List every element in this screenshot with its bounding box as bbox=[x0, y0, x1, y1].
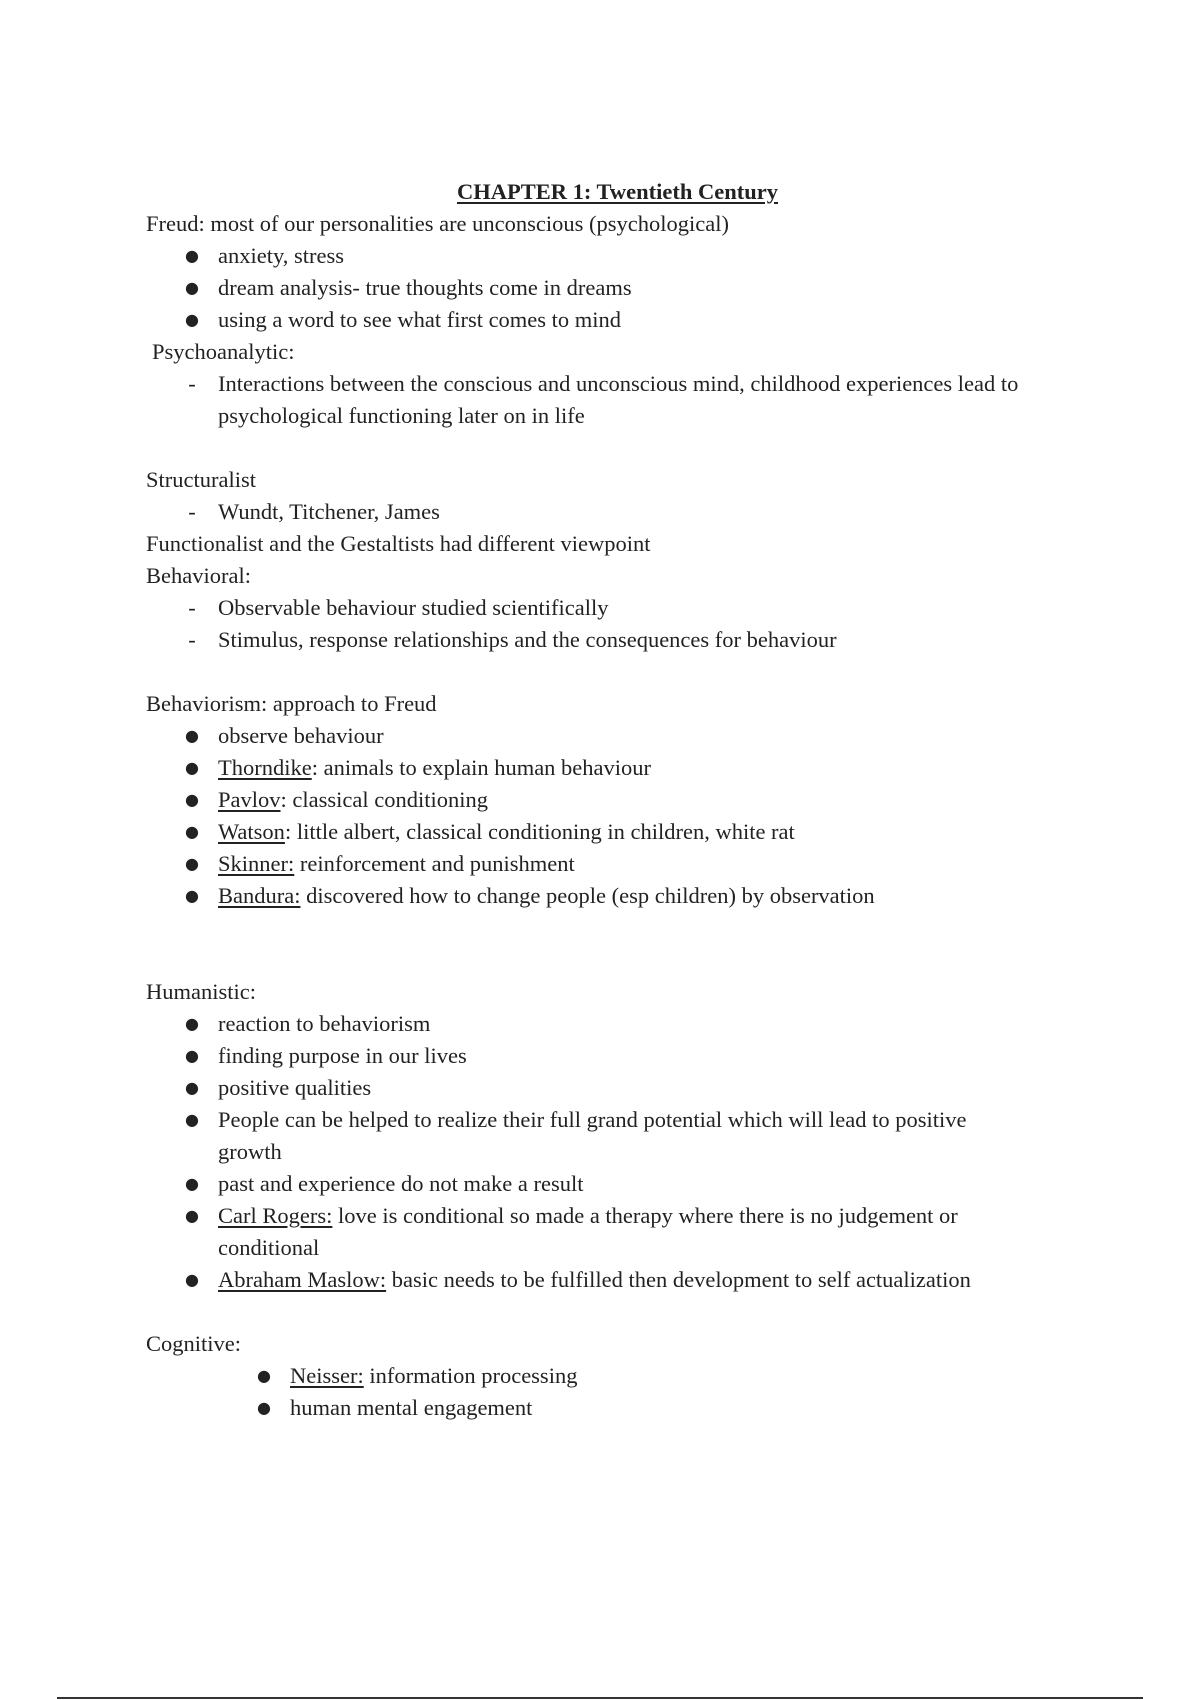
psychoanalytic-list bbox=[146, 368, 1106, 432]
bullet-icon: ● bbox=[185, 310, 199, 329]
list-item: ● Abraham Maslow: basic needs to be fulfilled then development to self actualization bbox=[146, 1264, 1106, 1296]
bullet-icon: ● bbox=[185, 886, 199, 905]
bullet-icon: ● bbox=[185, 1270, 199, 1289]
cognitive-heading: Cognitive: bbox=[146, 1331, 241, 1356]
list-item: ● Carl Rogers: love is conditional so made a therapy where there is no judgement or bbox=[146, 1200, 1106, 1232]
list-item: ● reaction to behaviorism bbox=[146, 1008, 1106, 1040]
list-item: ● finding purpose in our lives bbox=[146, 1040, 1106, 1072]
bullet-icon: ● bbox=[185, 1206, 199, 1225]
list-item: ● dream analysis- true thoughts come in dreams bbox=[146, 272, 1106, 304]
list-item: ● Neisser: information processing bbox=[146, 1360, 1106, 1392]
person-name: Neisser: bbox=[290, 1363, 364, 1388]
list-item: ● People can be helped to realize their full grand potential which will lead to positive bbox=[146, 1104, 1106, 1136]
dash-icon: - bbox=[188, 627, 196, 652]
bullet-icon: ● bbox=[185, 1046, 199, 1065]
bullet-icon: ● bbox=[185, 758, 199, 777]
dash-icon: - bbox=[188, 499, 196, 524]
cognitive-list bbox=[146, 1360, 1106, 1424]
bullet-icon: ● bbox=[185, 1110, 199, 1129]
bullet-icon: ● bbox=[185, 1014, 199, 1033]
bullet-icon: ● bbox=[185, 1174, 199, 1193]
list-item: - Stimulus, response relationships and the consequences for behaviour bbox=[146, 624, 1106, 656]
behaviorism-list bbox=[146, 720, 1106, 912]
list-item: - Observable behaviour studied scientifically bbox=[146, 592, 1106, 624]
person-name: Skinner: bbox=[218, 851, 295, 876]
dash-icon: - bbox=[188, 595, 196, 620]
list-item-continuation: conditional bbox=[218, 1235, 320, 1260]
list-item: - Interactions between the conscious and unconscious mind, childhood experiences lead to bbox=[146, 368, 1106, 400]
list-item: - Wundt, Titchener, James bbox=[146, 496, 1106, 528]
structuralist-heading: Structuralist bbox=[146, 467, 256, 492]
list-item: ● human mental engagement bbox=[146, 1392, 1106, 1424]
dash-icon: - bbox=[188, 371, 196, 396]
list-item: ● observe behaviour bbox=[146, 720, 1106, 752]
bullet-icon: ● bbox=[185, 246, 199, 265]
humanistic-list bbox=[146, 1008, 1106, 1296]
structuralist-list bbox=[146, 496, 1106, 528]
person-name: Watson bbox=[218, 819, 285, 844]
person-name: Abraham Maslow: bbox=[218, 1267, 387, 1292]
chapter-title: CHAPTER 1: Twentieth Century bbox=[456, 179, 779, 204]
list-item: ● Thorndike: animals to explain human behaviour bbox=[146, 752, 1106, 784]
bullet-icon: ● bbox=[185, 1078, 199, 1097]
freud-heading: Freud: most of our personalities are unconscious (psychological) bbox=[146, 211, 729, 236]
list-item-continuation: psychological functioning later on in life bbox=[218, 403, 585, 428]
list-item: ● Watson: little albert, classical conditioning in children, white rat bbox=[146, 816, 1106, 848]
person-name: Pavlov bbox=[218, 787, 281, 812]
humanistic-heading: Humanistic: bbox=[146, 979, 256, 1004]
psychoanalytic-heading: Psychoanalytic: bbox=[152, 339, 295, 364]
list-item: ● past and experience do not make a result bbox=[146, 1168, 1106, 1200]
bullet-icon: ● bbox=[185, 278, 199, 297]
list-item-continuation: growth bbox=[218, 1139, 282, 1164]
freud-list bbox=[146, 240, 1106, 336]
bullet-icon: ● bbox=[185, 726, 199, 745]
list-item: ● Pavlov: classical conditioning bbox=[146, 784, 1106, 816]
page-bottom-rule bbox=[57, 1697, 1143, 1699]
list-item: ● positive qualities bbox=[146, 1072, 1106, 1104]
list-item: ● Skinner: reinforcement and punishment bbox=[146, 848, 1106, 880]
list-item: ● Bandura: discovered how to change people (esp children) by observation bbox=[146, 880, 1106, 912]
bullet-icon: ● bbox=[185, 790, 199, 809]
functionalist-line: Functionalist and the Gestaltists had different viewpoint bbox=[146, 531, 651, 556]
document-body bbox=[146, 176, 1106, 1424]
bullet-icon: ● bbox=[257, 1398, 271, 1417]
list-item: ● anxiety, stress bbox=[146, 240, 1106, 272]
bullet-icon: ● bbox=[185, 822, 199, 841]
list-item: ● using a word to see what first comes to mind bbox=[146, 304, 1106, 336]
bullet-icon: ● bbox=[185, 854, 199, 873]
person-name: Carl Rogers: bbox=[218, 1203, 333, 1228]
person-name: Thorndike bbox=[218, 755, 312, 780]
behavioral-heading: Behavioral: bbox=[146, 563, 251, 588]
bullet-icon: ● bbox=[257, 1366, 271, 1385]
behavioral-list bbox=[146, 592, 1106, 656]
behaviorism-heading: Behaviorism: approach to Freud bbox=[146, 691, 437, 716]
person-name: Bandura: bbox=[218, 883, 301, 908]
